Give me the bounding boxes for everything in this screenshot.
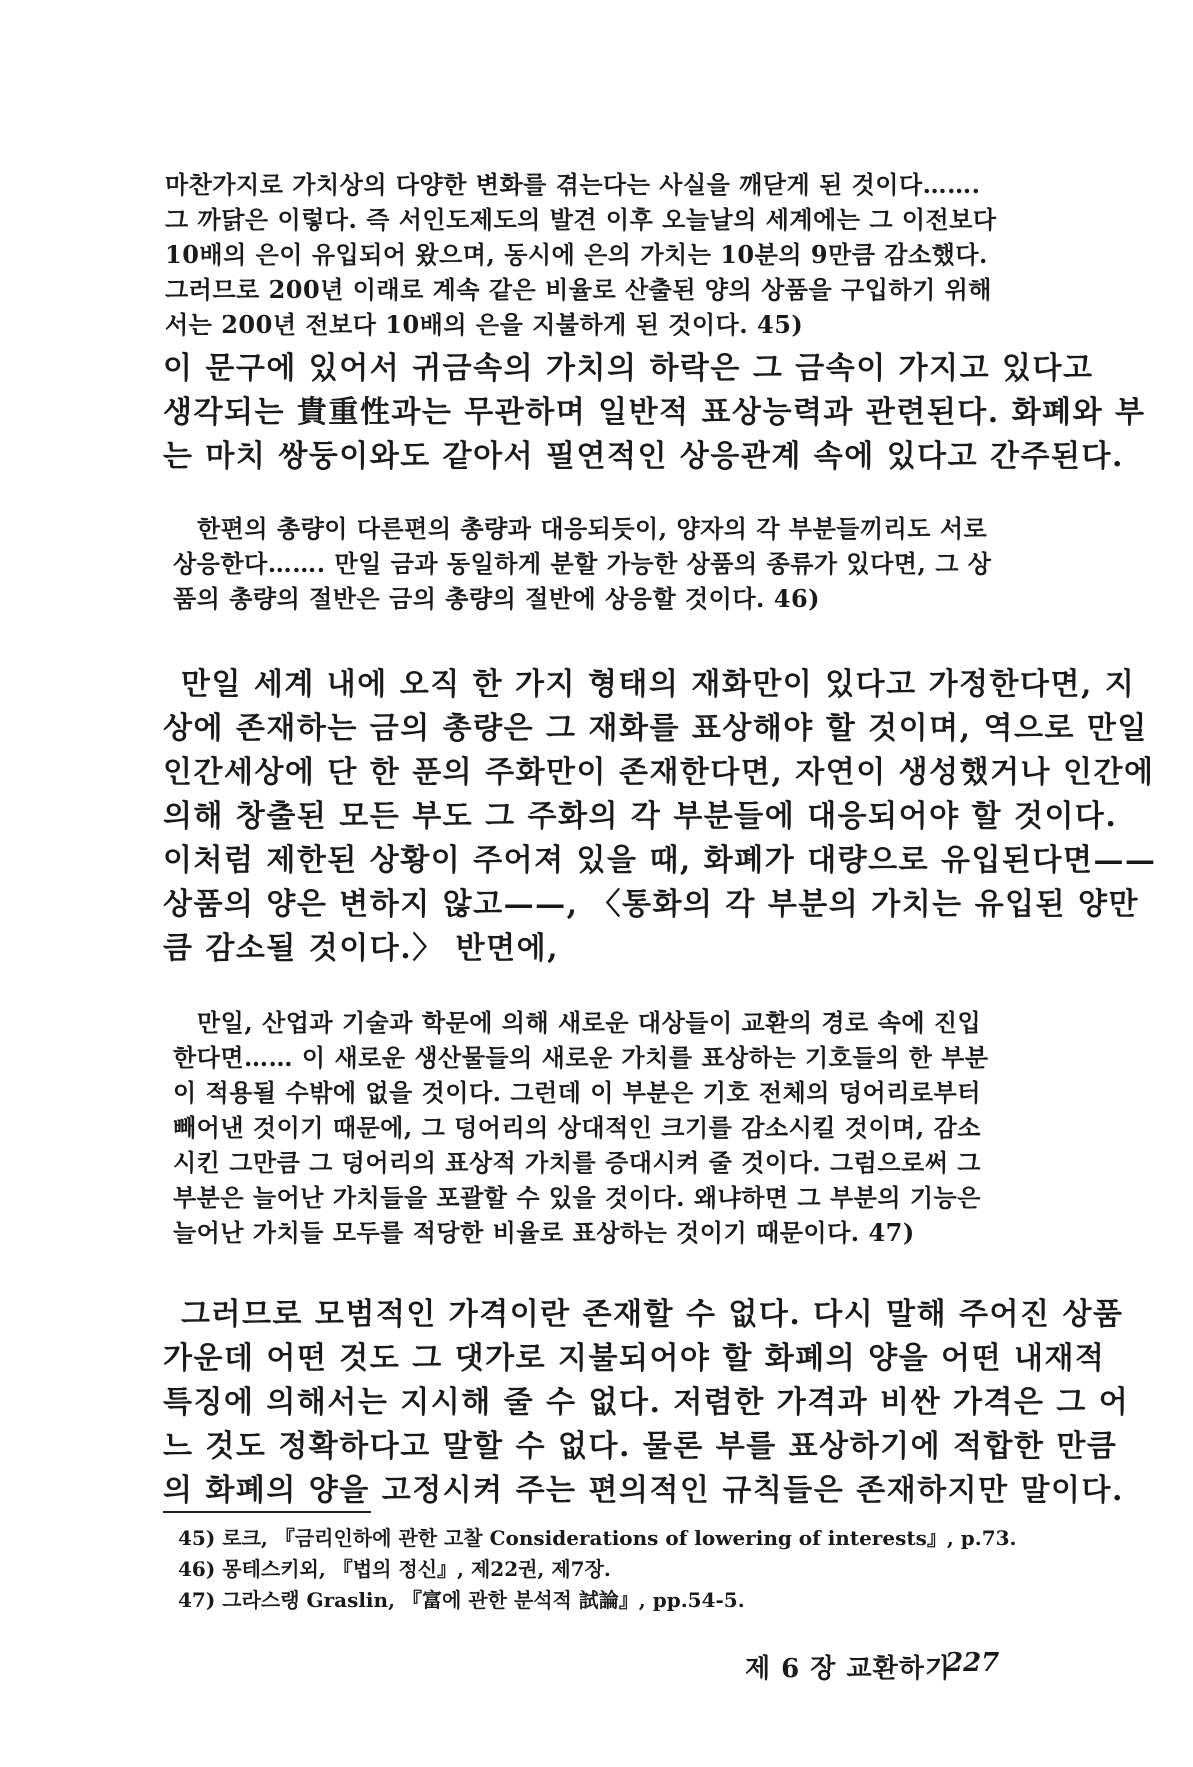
body-line: 생각되는 貴重性과는 무관하며 일반적 표상능력과 관련된다. 화폐와 부 [163,395,1146,430]
page-number: 227 [945,1648,1000,1678]
quote-line: 마찬가지로 가치상의 다양한 변화를 겪는다는 사실을 깨닫게 된 것이다……. [165,170,981,199]
footnote-divider [163,1511,371,1513]
body-line: 만일 세계 내에 오직 한 가지 형태의 재화만이 있다고 가정한다면, 지 [181,667,1136,702]
quote-line: 10배의 은이 유입되어 왔으며, 동시에 은의 가치는 10분의 9만큼 감소했다. [165,240,988,269]
body-line: 상품의 양은 변하지 않고——, 〈통화의 각 부분의 가치는 유입된 양만 [163,887,1139,922]
quote-line: 한편의 총량이 다른편의 총량과 대응되듯이, 양자의 각 부분들끼리도 서로 [197,514,988,543]
quote-line: 서는 200년 전보다 10배의 은을 지불하게 된 것이다. 45) [165,310,804,339]
body-line: 의 화폐의 양을 고정시켜 주는 편의적인 규칙들은 존재하지만 말이다. [163,1473,1124,1508]
body-line: 특징에 의해서는 지시해 줄 수 없다. 저렴한 가격과 비싼 가격은 그 어 [163,1385,1130,1420]
body-line: 상에 존재하는 금의 총량은 그 재화를 표상해야 할 것이며, 역으로 만일 [163,711,1148,746]
body-line: 이처럼 제한된 상황이 주어져 있을 때, 화폐가 대량으로 유입된다면—— [163,843,1157,878]
quote-line: 한다면…… 이 새로운 생산물들의 새로운 가치를 표상하는 기호들의 한 부분 [173,1043,989,1072]
quote-line: 빼어낸 것이기 때문에, 그 덩어리의 상대적인 크기를 감소시킬 것이며, 감소 [173,1113,981,1142]
body-line: 가운데 어떤 것도 그 댓가로 지불되어야 할 화폐의 양을 어떤 내재적 [163,1341,1106,1376]
quote-line: 늘어난 가치들 모두를 적당한 비율로 표상하는 것이기 때문이다. 47) [173,1218,915,1247]
chapter-title: 제 6 장 교환하기 [745,1654,951,1684]
quote-line: 상응한다……. 만일 금과 동일하게 분할 가능한 상품의 종류가 있다면, 그 상 [173,549,992,578]
body-line: 이 문구에 있어서 귀금속의 가치의 하락은 그 금속이 가지고 있다고 [163,351,1094,386]
quote-line: 품의 총량의 절반은 금의 총량의 절반에 상응할 것이다. 46) [173,584,820,613]
body-line: 큼 감소될 것이다.〉 반면에, [163,931,560,966]
body-line: 그러므로 모범적인 가격이란 존재할 수 없다. 다시 말해 주어진 상품 [181,1297,1124,1332]
body-line: 의해 창출된 모든 부도 그 주화의 각 부분들에 대응되어야 할 것이다. [163,799,1118,834]
footnote-47: 47) 그라스랭 Graslin, 『富에 관한 분석적 試論』, pp.54-5. [178,1588,745,1612]
quote-line: 부분은 늘어난 가치들을 포괄할 수 있을 것이다. 왜냐하면 그 부분의 기능은 [173,1183,981,1212]
body-line: 느 것도 정확하다고 말할 수 없다. 물론 부를 표상하기에 적합한 만큼 [163,1429,1118,1464]
quote-line: 만일, 산업과 기술과 학문에 의해 새로운 대상들이 교환의 경로 속에 진입 [197,1008,982,1037]
quote-line: 그 까닭은 이렇다. 즉 서인도제도의 발견 이후 오늘날의 세계에는 그 이전보다 [165,205,997,234]
quote-line: 시킨 그만큼 그 덩어리의 표상적 가치를 증대시켜 줄 것이다. 그럼으로써 그 [173,1148,981,1177]
body-line: 인간세상에 단 한 푼의 주화만이 존재한다면, 자연이 생성했거나 인간에 [163,755,1155,790]
body-line: 는 마치 쌍둥이와도 같아서 필연적인 상응관계 속에 있다고 간주된다. [163,439,1124,474]
footnote-45: 45) 로크, 『금리인하에 관한 고찰 Considerations of lowering of interests』, p.73. [178,1526,1017,1550]
quote-line: 그러므로 200년 이래로 계속 같은 비율로 산출된 양의 상품을 구입하기 위해 [165,275,992,304]
footnote-46: 46) 몽테스키외, 『법의 정신』, 제22권, 제7장. [178,1557,611,1581]
quote-line: 이 적용될 수밖에 없을 것이다. 그런데 이 부분은 기호 전체의 덩어리로부터 [173,1078,981,1107]
